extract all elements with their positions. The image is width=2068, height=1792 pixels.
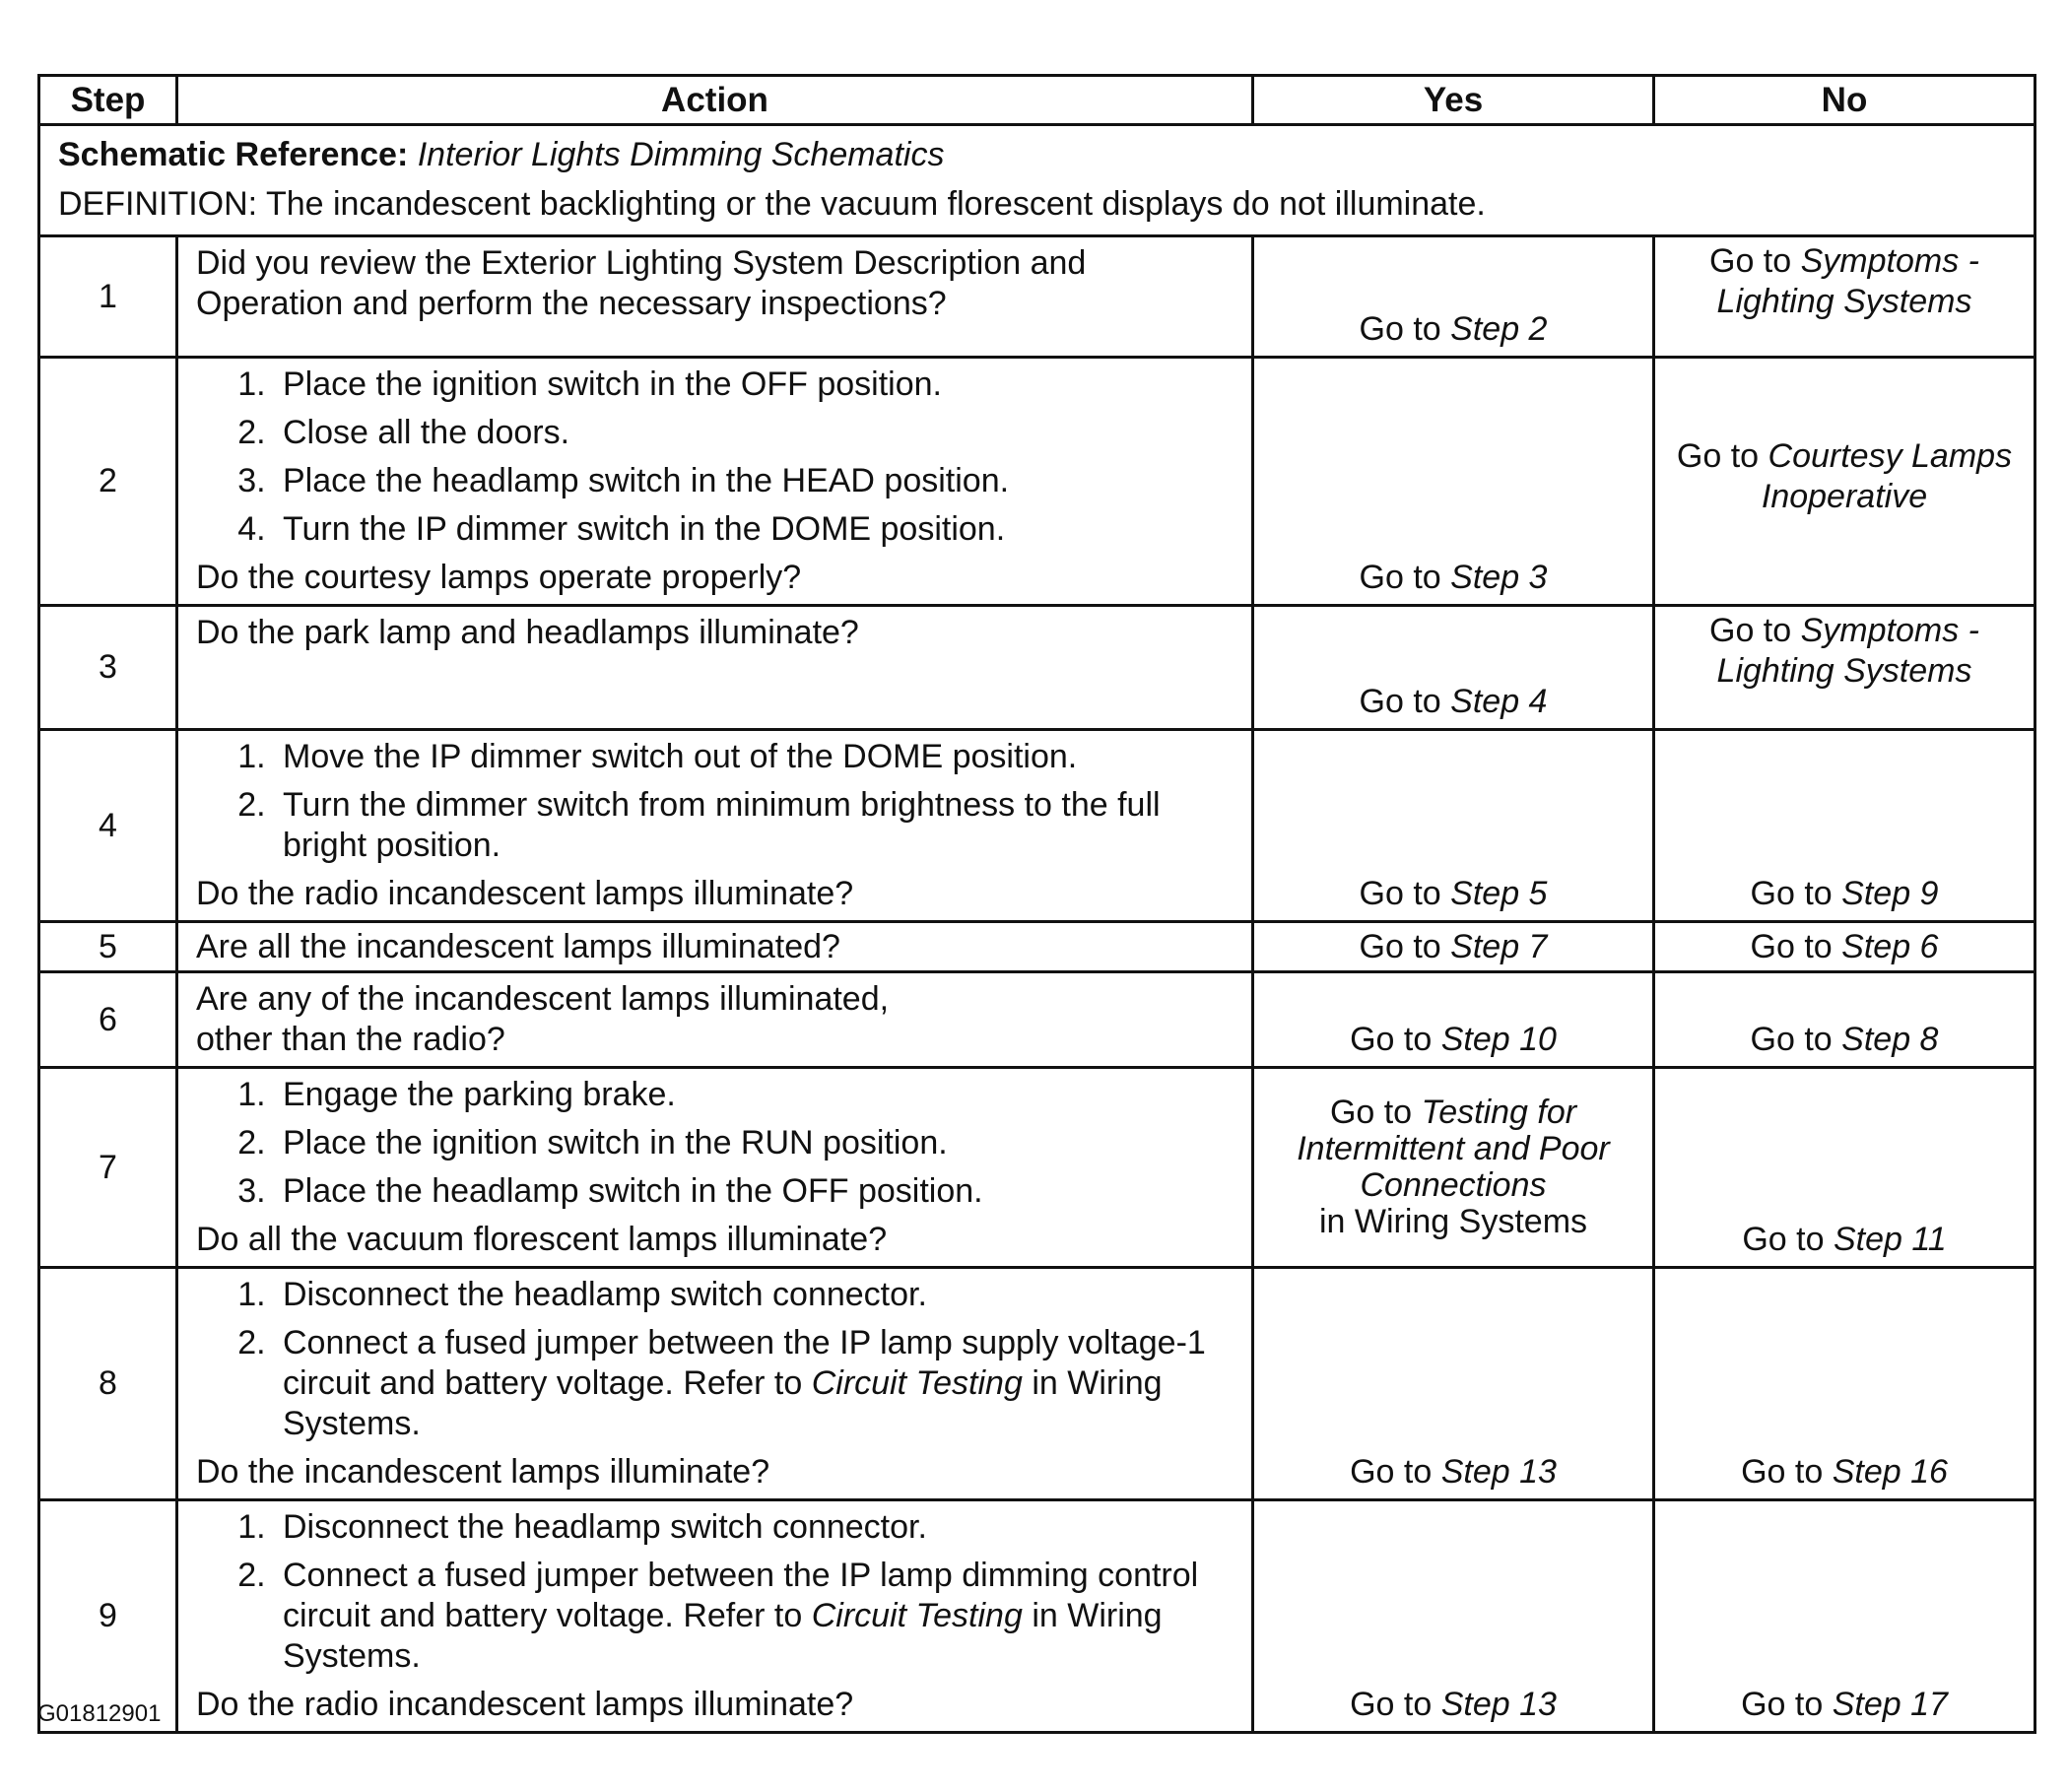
header-row <box>39 76 2035 125</box>
yes-link[interactable]: Testing for Intermittent and Poor Connections <box>1297 1094 1610 1204</box>
header-step: Step <box>39 76 177 125</box>
action-list <box>196 1507 1235 1677</box>
action-item: 3. Place the headlamp switch in the HEAD position. <box>275 461 1235 501</box>
header-no: No <box>1654 76 2035 125</box>
action-cell <box>177 1500 1253 1733</box>
action-item: 3. Place the headlamp switch in the OFF position. <box>275 1171 1235 1212</box>
yes-link[interactable]: Step 13 <box>1440 1686 1557 1723</box>
step-number: 1 <box>39 236 177 358</box>
action-list <box>196 1275 1235 1444</box>
no-cell <box>1654 358 2035 606</box>
yes-link[interactable]: Step 4 <box>1450 683 1548 720</box>
step-number: 6 <box>39 972 177 1068</box>
table-row <box>39 606 2035 730</box>
no-link[interactable]: Step 16 <box>1832 1453 1948 1491</box>
table-row <box>39 358 2035 606</box>
question: Did you review the Exterior Lighting System Description and Operation and perform the necessary inspections? <box>196 244 1087 322</box>
table-row <box>39 730 2035 922</box>
yes-suffix: in Wiring Systems <box>1318 1203 1588 1240</box>
no-link[interactable]: Symptoms - Lighting Systems <box>1716 612 1979 690</box>
action-list <box>196 365 1235 550</box>
schematic-link[interactable]: Interior Lights Dimming Schematics <box>417 136 945 173</box>
figure-id: G01812901 <box>37 1700 162 1727</box>
step-number: 4 <box>39 730 177 922</box>
no-link[interactable]: Step 9 <box>1841 875 1939 912</box>
table-row <box>39 972 2035 1068</box>
action-item-text: Connect a fused jumper between the IP lamp supply voltage-1 circuit and battery voltage. Refer to <box>283 1324 1206 1402</box>
question: Do the park lamp and headlamps illuminate? <box>196 614 859 651</box>
no-cell <box>1654 236 2035 358</box>
action-list <box>196 1075 1235 1212</box>
action-item: 2. Turn the dimmer switch from minimum brightness to the full bright position. <box>275 785 1235 866</box>
goto-text: Go to <box>1709 612 1792 649</box>
circuit-testing-link[interactable]: Circuit Testing <box>811 1364 1023 1402</box>
goto-text: Go to <box>1741 1453 1824 1491</box>
yes-link[interactable]: Step 7 <box>1450 927 1548 965</box>
schematic-label: Schematic Reference: <box>58 136 409 173</box>
action-cell <box>177 730 1253 922</box>
action-item: 1. Move the IP dimmer switch out of the DOME position. <box>275 737 1235 777</box>
question: Do the radio incandescent lamps illuminate? <box>196 1686 854 1723</box>
yes-cell <box>1253 1268 1654 1500</box>
action-cell <box>177 236 1253 358</box>
definition: DEFINITION: The incandescent backlighting or the vacuum florescent displays do not illuminate. <box>58 185 1486 223</box>
yes-link[interactable]: Step 3 <box>1450 559 1548 596</box>
yes-cell <box>1253 730 1654 922</box>
question: Do the radio incandescent lamps illuminate? <box>196 875 854 912</box>
yes-link[interactable]: Step 2 <box>1450 310 1548 348</box>
diagnostic-table <box>37 74 2036 1734</box>
no-link[interactable]: Courtesy Lamps Inoperative <box>1761 436 2013 515</box>
goto-text: Go to <box>1676 436 1760 475</box>
goto-text: Go to <box>1742 1221 1825 1258</box>
yes-cell <box>1253 606 1654 730</box>
no-cell <box>1654 1500 2035 1733</box>
action-item <box>275 1556 1235 1677</box>
goto-text: Go to <box>1709 242 1792 280</box>
yes-cell <box>1253 1068 1654 1268</box>
schematic-row <box>39 125 2035 236</box>
goto-text: Go to <box>1359 559 1441 596</box>
question: Do the incandescent lamps illuminate? <box>196 1453 770 1491</box>
no-link[interactable]: Step 8 <box>1841 1021 1939 1058</box>
yes-link[interactable]: Step 5 <box>1450 875 1548 912</box>
step-number: 5 <box>39 922 177 972</box>
action-item: 1. Engage the parking brake. <box>275 1075 1235 1115</box>
action-item <box>275 1323 1235 1444</box>
table-row <box>39 1500 2035 1733</box>
table-row <box>39 922 2035 972</box>
no-cell <box>1654 1068 2035 1268</box>
yes-link[interactable]: Step 10 <box>1440 1021 1557 1058</box>
question: Do the courtesy lamps operate properly? <box>196 559 802 596</box>
goto-text: Go to <box>1750 875 1833 912</box>
goto-text: Go to <box>1750 1021 1833 1058</box>
goto-text: Go to <box>1359 875 1441 912</box>
step-number: 9 <box>39 1500 177 1733</box>
question: Are any of the incandescent lamps illuminated, other than the radio? <box>196 980 890 1058</box>
goto-text: Go to <box>1350 1686 1433 1723</box>
action-item: 1. Disconnect the headlamp switch connector. <box>275 1507 1235 1548</box>
ref-suffix: in Wiring Systems. <box>283 1597 1163 1675</box>
goto-text: Go to <box>1359 927 1441 965</box>
action-cell <box>177 1268 1253 1500</box>
no-link[interactable]: Step 6 <box>1841 927 1939 965</box>
no-cell <box>1654 606 2035 730</box>
question: Do all the vacuum florescent lamps illuminate? <box>196 1221 888 1258</box>
action-item: 4. Turn the IP dimmer switch in the DOME position. <box>275 509 1235 550</box>
action-cell <box>177 358 1253 606</box>
action-list <box>196 737 1235 866</box>
no-cell <box>1654 730 2035 922</box>
schematic-reference <box>58 130 2016 179</box>
ref-suffix: in Wiring Systems. <box>283 1364 1163 1442</box>
action-cell <box>177 922 1253 972</box>
header-action: Action <box>177 76 1253 125</box>
no-cell <box>1654 922 2035 972</box>
step-number: 2 <box>39 358 177 606</box>
step-number: 8 <box>39 1268 177 1500</box>
yes-cell <box>1253 972 1654 1068</box>
diagnostic-table-container <box>37 74 2034 1734</box>
question: Are all the incandescent lamps illuminated? <box>196 927 840 965</box>
action-item: 1. Place the ignition switch in the OFF position. <box>275 365 1235 405</box>
goto-text: Go to <box>1750 927 1833 965</box>
goto-text: Go to <box>1350 1453 1433 1491</box>
table-row <box>39 1068 2035 1268</box>
yes-cell <box>1253 236 1654 358</box>
step-number: 3 <box>39 606 177 730</box>
goto-text: Go to <box>1350 1021 1433 1058</box>
no-link[interactable]: Step 17 <box>1832 1686 1948 1723</box>
header-yes: Yes <box>1253 76 1654 125</box>
no-cell <box>1654 1268 2035 1500</box>
action-item: 2. Close all the doors. <box>275 413 1235 453</box>
no-link[interactable]: Step 11 <box>1833 1221 1947 1258</box>
goto-text: Go to <box>1329 1094 1413 1131</box>
circuit-testing-link[interactable]: Circuit Testing <box>811 1597 1023 1634</box>
action-cell <box>177 606 1253 730</box>
yes-cell <box>1253 358 1654 606</box>
no-cell <box>1654 972 2035 1068</box>
no-link[interactable]: Symptoms - Lighting Systems <box>1716 242 1979 320</box>
table-row <box>39 1268 2035 1500</box>
action-item: 1. Disconnect the headlamp switch connector. <box>275 1275 1235 1315</box>
schematic-cell <box>39 125 2035 236</box>
action-cell <box>177 1068 1253 1268</box>
table-row <box>39 236 2035 358</box>
yes-cell <box>1253 922 1654 972</box>
yes-link[interactable]: Step 13 <box>1440 1453 1557 1491</box>
action-item-text: Connect a fused jumper between the IP lamp dimming control circuit and battery voltage. Refer to <box>283 1557 1199 1634</box>
goto-text: Go to <box>1359 683 1441 720</box>
goto-text: Go to <box>1359 310 1441 348</box>
yes-cell <box>1253 1500 1654 1733</box>
goto-text: Go to <box>1741 1686 1824 1723</box>
action-cell <box>177 972 1253 1068</box>
step-number: 7 <box>39 1068 177 1268</box>
action-item: 2. Place the ignition switch in the RUN position. <box>275 1123 1235 1163</box>
